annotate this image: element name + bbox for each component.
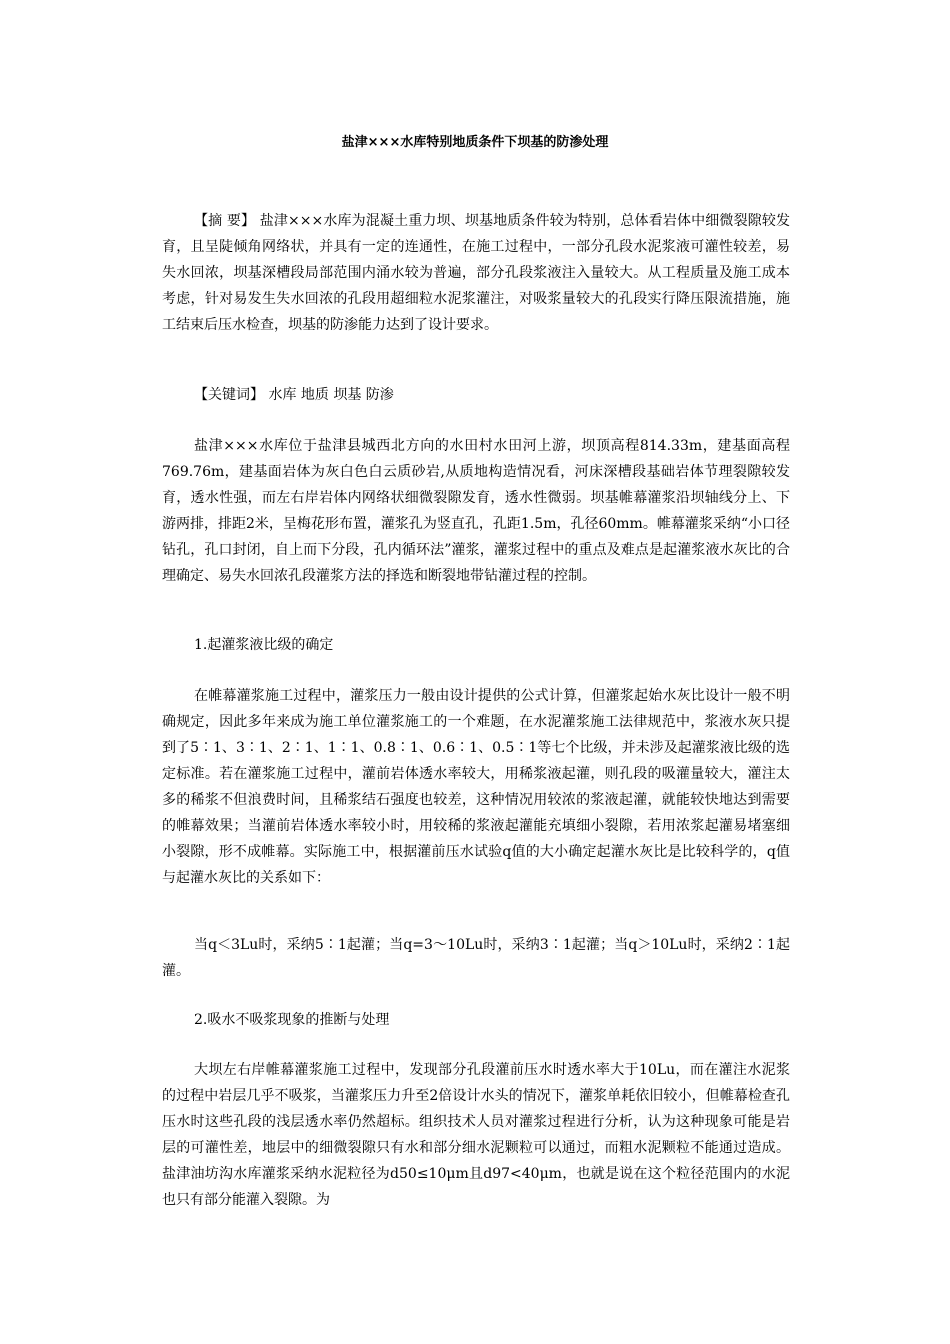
section-1-rule: 当q＜3Lu时，采纳5∶1起灌；当q=3～10Lu时，采纳3∶1起灌；当q＞10Lu时，采纳2∶1起灌。 bbox=[162, 937, 790, 979]
section-1-heading: 1.起灌浆液比级的确定 bbox=[194, 637, 334, 653]
section-1-body: 在帷幕灌浆施工过程中，灌浆压力一般由设计提供的公式计算，但灌浆起始水灰比设计一般不明确规定，因此多年来成为施工单位灌浆施工的一个难题，在水泥灌浆施工法律规范中，浆液水灰只提到了5∶1、3∶1、2∶1、1∶1、0.8∶1、0.6∶1、0.5∶1等七个比级，并未涉及起灌浆液比级的选定标准。若在灌浆施工过程中，灌前岩体透水率较大，用稀浆液起灌，则孔段的吸灌量较大，灌注太多的稀浆不但浪费时间，且稀浆结石强度也较差，这种情况用较浓的浆液起灌，就能较快地达到需要的帷幕效果；当灌前岩体透水率较小时，用较稀的浆液起灌能充填细小裂隙，若用浓浆起灌易堵塞细小裂隙，形不成帷幕。实际施工中，根据灌前压水试验q值的大小确定起灌水灰比是比较科学的，q值与起灌水灰比的关系如下： bbox=[162, 688, 790, 886]
abstract-paragraph: 【摘 要】 盐津×××水库为混凝土重力坝、坝基地质条件较为特别，总体看岩体中细微裂隙较发育，且呈陡倾角网络状，并具有一定的连通性，在施工过程中，一部分孔段水泥浆液可灌性较差，易失水回浓，坝基深槽段局部范围内涌水较为普遍，部分孔段浆液注入量较大。从工程质量及施工成本考虑，针对易发生失水回浓的孔段用超细粒水泥浆灌注，对吸浆量较大的孔段实行降压限流措施，施工结束后压水检查，坝基的防渗能力达到了设计要求。 bbox=[162, 213, 790, 333]
section-2-heading: 2.吸水不吸浆现象的推断与处理 bbox=[194, 1012, 390, 1028]
section-2-body: 大坝左右岸帷幕灌浆施工过程中，发现部分孔段灌前压水时透水率大于10Lu，而在灌注水泥浆的过程中岩层几乎不吸浆，当灌浆压力升至2倍设计水头的情况下，灌浆单耗依旧较小，但帷幕检查孔压水时这些孔段的浅层透水率仍然超标。组织技术人员对灌浆过程进行分析，认为这种现象可能是岩层的可灌性差，地层中的细微裂隙只有水和部分细水泥颗粒可以通过，而粗水泥颗粒不能通过造成。盐津油坊沟水库灌浆采纳水泥粒径为d50≤10μm且d97<40μm，也就是说在这个粒径范围内的水泥也只有部分能灌入裂隙。为 bbox=[162, 1062, 790, 1208]
keywords-line: 【关键词】 水库 地质 坝基 防渗 bbox=[194, 387, 394, 403]
intro-paragraph: 盐津×××水库位于盐津县城西北方向的水田村水田河上游，坝顶高程814.33m，建基面高程769.76m，建基面岩体为灰白色白云质砂岩,从质地构造情况看，河床深槽段基础岩体节理裂隙较发育，透水性强，而左右岸岩体内网络状细微裂隙发育，透水性微弱。坝基帷幕灌浆沿坝轴线分上、下游两排，排距2米，呈梅花形布置，灌浆孔为竖直孔，孔距1.5m，孔径60mm。帷幕灌浆采纳“小口径钻孔，孔口封闭，自上而下分段，孔内循环法”灌浆，灌浆过程中的重点及难点是起灌浆液水灰比的合理确定、易失水回浓孔段灌浆方法的择选和断裂地带钻灌过程的控制。 bbox=[162, 438, 790, 584]
document-title: 盐津×××水库特别地质条件下坝基的防渗处理 bbox=[341, 135, 609, 150]
